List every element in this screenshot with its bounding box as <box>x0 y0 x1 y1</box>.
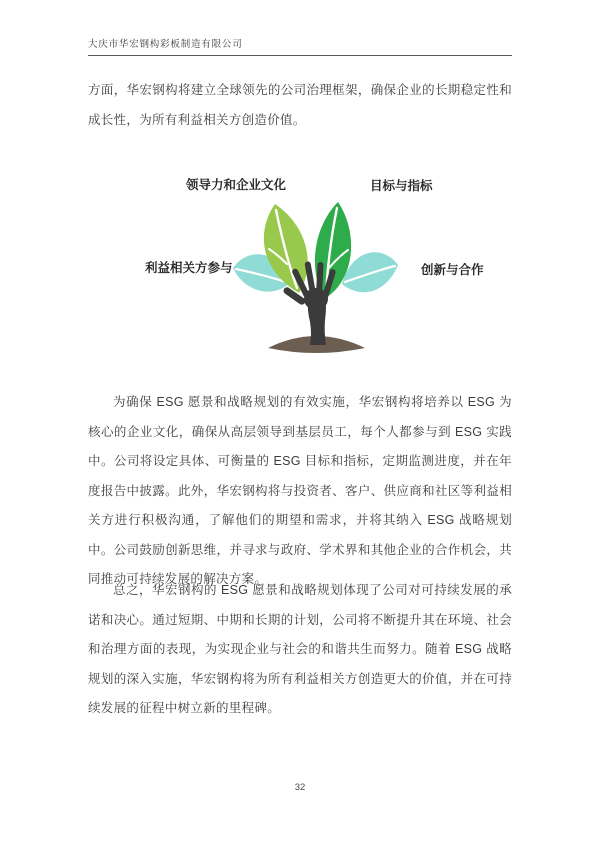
company-name: 大庆市华宏钢构彩板制造有限公司 <box>88 40 243 50</box>
page-footer <box>0 782 600 793</box>
figure-label-stakeholder-engagement: 利益相关方参与 <box>145 261 233 275</box>
figure-label-leadership-culture: 领导力和企业文化 <box>186 178 287 192</box>
figure-label-goals-indicators: 目标与指标 <box>370 179 433 193</box>
page-number: 32 <box>294 782 306 793</box>
esg-tree-figure <box>88 170 512 375</box>
hand-tree-icon <box>224 192 400 362</box>
paragraph-esg-culture: 为确保 ESG 愿景和战略规划的有效实施，华宏钢构将培养以 ESG 为核心的企业文化，确保从高层领导到基层员工，每个人都参与到 ESG 实践中。公司将设定具体、可衡量的 ESG 目标和指标，定期监测进度，并在年度报告中披露。此外，华宏钢构将与投资者、客户、供应商和社区等利益相关方进行积极沟通，了解他们的期望和需求，并将其纳入 ESG 战略规划中。公司鼓励创新思维，并寻求与政府、学术界和其他企业的合作机会，共同推动可持续发展的解决方案。 <box>88 395 512 586</box>
page-header <box>88 36 512 56</box>
paragraph-intro: 方面，华宏钢构将建立全球领先的公司治理框架，确保企业的长期稳定性和成长性，为所有利益相关方创造价值。 <box>88 83 512 127</box>
teal-leaf-right-icon <box>342 252 398 292</box>
paragraph-esg-summary: 总之，华宏钢构的 ESG 愿景和战略规划体现了公司对可持续发展的承诺和决心。通过短期、中期和长期的计划，公司将不断提升其在环境、社会和治理方面的表现，为实现企业与社会的和谐共生而努力。随着 ESG 战略规划的深入实施，华宏钢构将为所有利益相关方创造更大的价值，并在可持续发展的征程中树立新的里程碑。 <box>88 583 512 715</box>
figure-label-innovation-cooperation: 创新与合作 <box>421 263 484 277</box>
